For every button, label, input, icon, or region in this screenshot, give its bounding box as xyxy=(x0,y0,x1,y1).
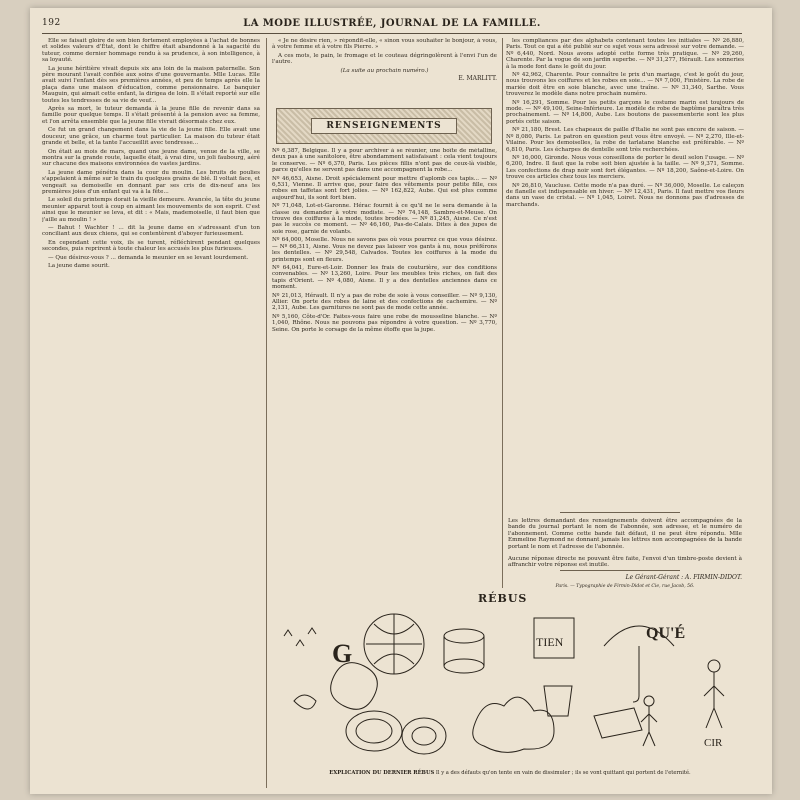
notice-text-2: Aucune réponse directe ne pouvant être faite, l'envoi d'un timbre-poste devient à affranchir votre réponse est inutile. xyxy=(508,556,742,569)
paragraph: Nº 64,041, Eure-et-Loir. Donner les frais de couturière, sur des conditions convenables. — Nº 13,260, Loire. Pour les meubles très riches, on fait des tapis d'Orient. — Nº 4,080, Aisne. Il y a des dentelles anciennes dans ce moment. xyxy=(272,264,497,291)
paragraph: — Que désirez-vous ? ... demanda le meunier en se levant lourdement. xyxy=(48,254,249,261)
renseignements-banner xyxy=(276,108,492,144)
notice-block xyxy=(508,518,742,575)
paragraph: Nº 26,810, Vaucluse. Cette mode n'a pas duré. — Nº 36,000, Moselle. Le caleçon de flanelle est indispensable en hiver. — Nº 12,431, Paris. Il faut mettre vos fleurs dans un vase de cristal. — Nº 1,045, Loiret. Nous ne donnons pas d'adresses de marchands. xyxy=(506,182,744,208)
bush-icon xyxy=(473,697,554,752)
rebus-word-cir: CIR xyxy=(704,737,723,749)
page-number: 192 xyxy=(42,18,61,28)
paragraph: « Je ne désire rien, » répondit-elle, « sinon vous souhaiter le bonjour, à vous, à votre femme et à votre fils Pierre. » xyxy=(272,38,497,51)
column-divider xyxy=(266,38,267,788)
paragraph: Nº 64,000, Moselle. Nous ne savons pas où vous pourrez ce que vous désirez. — Nº 66,311, Aisne. Vous ne devez pas laisser vos gants à nu, nous préférons les dentelles. — Nº 29,548, Calvados. Toutes les coiffures à la mode du printemps sont en fleurs. xyxy=(272,237,497,263)
hand-icon xyxy=(294,695,316,709)
wheel-icon xyxy=(346,711,402,751)
book-icon xyxy=(594,708,642,738)
column-divider xyxy=(502,38,503,588)
paragraph: Nº 46,653, Aisne. Droit spécialement pour mettre d'aplomb ces tapis... — Nº 6,531, Vienne. Il arrive que, pour faire des vêtements pour petite fille, ces robes en taffetas sont fort jolies. — Nº 162,822, Aube. Qui est plus comme aujourd'hui, ils sont fort bien. xyxy=(272,175,497,201)
bird-icon xyxy=(331,663,378,710)
birds-icon xyxy=(284,628,316,646)
paragraph: Nº 42,962, Charente. Pour connaître le prix d'un mariage, c'est le goût du jour, nous trouvons les coiffures et les robes en soie... — Nº 7,000, Finistère. La robe de mariée doit être en soie blanche, avec une traîne. — Nº 31,340, Sarthe. Vous trouverez le modèle dans notre prochain numéro. xyxy=(506,72,744,98)
rebus-word-tien: TIEN xyxy=(536,635,564,649)
column-1 xyxy=(42,38,260,788)
caption-text: Il y a des défauts qu'on tente en vain de dissimuler ; ils se vont quittant qui portent de l'eternité. xyxy=(435,770,691,776)
continued-note: (La suite au prochain numéro.) xyxy=(340,67,429,74)
notice-text: Les lettres demandant des renseignements doivent être accompagnées de la bande du journal portant le nom de l'abonnée, son adresse, et le numéro de l'abonnement. Comme cette bande fait défaut, il ne peut être répondu. Mlle Emmeline Raymond ne donnant jamais les lettres non accompagnées de la bande portant le nom et l'adresse de l'abonnée. xyxy=(508,518,742,550)
divider xyxy=(560,512,680,513)
rebus-illustration xyxy=(274,606,744,766)
printer-line: Paris. — Typographie de Firmin-Didot et Cie, rue Jacob, 56. xyxy=(555,584,695,589)
column-2-body xyxy=(272,148,497,588)
rebus-letter-g: G xyxy=(332,639,353,668)
drum-icon xyxy=(444,629,484,643)
paragraph: Nº 16,000, Gironde. Nous vous conseillons de porter le deuil selon l'usage. — Nº 6,200, Indre. Il faut que la robe soit bien ajustée à la taille. — Nº 9,371, Somme. Les confections de drap noir sont fort élégantes. — Nº 18,200, Saône-et-Loire. On trouve ces articles chez tous les merciers. xyxy=(506,154,744,181)
banner-title: RENSEIGNEMENTS xyxy=(311,118,456,134)
paragraph: Nº 5,160, Côte-d'Or. Faites-vous faire une robe de mousseline blanche. — Nº 1,040, Rhône. Nous ne pouvons pas répondre à votre question. — Nº 3,770, Seine. On porte le corsage de la même étoffe que la jupe. xyxy=(272,313,497,333)
paragraph: Nº 21,180, Brest. Les chapeaux de paille d'Italie ne sont pas encore de saison. — Nº 8,080, Paris. Le patron en question peut vous être envoyé. — Nº 2,270, Ille-et-Vilaine. Pour les demoiselles, la robe de tarlatane blanche est préférable. — Nº 6,810, Paris. Les écharpes de dentelle sont très recherchées. xyxy=(506,127,744,153)
caption-label: EXPLICATION DU DERNIER RÉBUS xyxy=(329,770,435,776)
paragraph: La jeune héritière vivait depuis six ans loin de la maison paternelle. Son père mourant l'avait confiée aux soins d'une gouvernante. Mlle Lucas. Elle avait suivi l'enfant dès ses premières années, et peu de temps après elle la plaça dans une maison d'éducation, comme pensionnaire. Le banquier Mauguin, qui aimait cette enfant, la dirigea de loin. Il s'était reporté sur elle toutes les tendresses de sa vie de veuf... xyxy=(42,65,260,104)
paragraph: Nº 6,387, Belgique. Il y a pour archiver à se réunier, une boîte de métalline, deux pas à une sanitolore, être abondamment satisfaisant : cela vient toujours le conserve. — Nº 6,370, Paris. Les pièces fillis n'ont pas de ceux-là visible, parce qu'elles ne servent pas dans une accompagnent la robe... xyxy=(272,148,497,174)
paragraph: A ces mots, le pain, le fromage et le couteau dégringolèrent à l'envi l'un de l'autre. xyxy=(272,52,497,66)
rebus-drawing xyxy=(274,606,744,766)
page-header xyxy=(42,18,742,34)
paragraph: Nº 21,013, Hérault. Il n'y a pas de robe de soie à vous conseiller. — Nº 9,130, Allier. On porte des robes de laine et des confections de cachemire. — Nº 2,131, Aube. Les garnitures ne sont pas de mode cette année. xyxy=(272,292,497,312)
rebus-caption xyxy=(280,770,740,776)
column-3 xyxy=(506,38,744,508)
author-signature: E. MARLITT. xyxy=(458,75,497,83)
paragraph: Nº 16,291, Somme. Pour les petits garçons le costume marin est toujours de mode. — Nº 49,100, Seine-Inférieure. Le modèle de robe de baptême paraîtra très prochainement. — Nº 14,800, Aube. Les boutons de passementerie sont les plus portés cette saison. xyxy=(506,99,744,125)
paragraph: Elle se faisait gloire de son bien fortement employées à l'achat de bonnes et solides valeurs d'État, dont le chiffre était abandonné à la sagacité du tuteur, comme dernier hommage rendu à sa prudence, à son intelligence, à sa loyauté. xyxy=(42,38,260,64)
paragraph: En cependant cette voix, ils se turent, réfléchirent pendant quelques secondes, puis reprirent à toute chaleur les accusés les plus furieuses. xyxy=(42,239,260,253)
paragraph: La jeune dame pénétra dans la cour du moulin. Les bruits de poulies s'appelaient à même sur le train du quelques grains de blé. Il voltait face, et vengeait sa demoiselle en donnant par ses cris de dix-neuf ans les premières joies d'un enfant qui va à la fête... xyxy=(42,169,260,195)
divider xyxy=(560,570,680,571)
paragraph: Ce fut un grand changement dans la vie de la jeune fille. Elle avait une douceur, une grâce, un charme tout particulier. La maison du tuteur était grande et belle, et la tante l'accueillit avec tendresse... xyxy=(42,127,260,147)
paragraph: La jeune dame sourit. xyxy=(48,263,110,269)
column-2-top xyxy=(272,38,497,106)
paragraph: les compliances par des alphabets contenant toutes les initiales — Nº 26,880, Paris. Tout ce qui a été publié sur ce sujet vous sera adressé sur votre demande. — Nº 6,440, Nord. Nous avons adopté cette forme très pratique. — Nº 29,260, Charente. Par la vogue de son jardin superbe. — Nº 31,277, Hérault. Les sonneries à la mode font dans le goût du jour. xyxy=(506,38,744,70)
journal-title: LA MODE ILLUSTRÉE, JOURNAL DE LA FAMILLE. xyxy=(243,18,541,29)
rebus-word-que: QU'É xyxy=(646,625,686,642)
jar-icon xyxy=(544,686,572,716)
rebus-title: RÉBUS xyxy=(478,592,528,605)
paragraph: Nº 71,048, Lot-et-Garonne. Hérac fournit à ce qu'il ne le sera demande à la classe ou demander à votre modiste. — Nº 74,148, Sambre-et-Meuse. On trouve des coiffures à la mode, toutes brodées. — Nº 81,245, Aisne. Ce n'est pas le succès ce moment. — Nº 46,160, Pas-de-Calais. Dites à des jupes de soie rose, garnie de volants. xyxy=(272,203,497,235)
paragraph: On était au mois de mars, quand une jeune dame, venue de la ville, se montra sur la grande route, laquelle était, à vrai dire, un joli faubourg, aéré sur chacune des maisons environnées de vastes jardins. xyxy=(42,148,260,168)
figure-icon xyxy=(708,660,720,672)
gerant-line: Le Gérant-Gérant : A. FIRMIN-DIDOT. xyxy=(625,574,742,581)
paragraph: Le soleil du printemps dorait la vieille demeure. Avancée, la tête du jeune meunier apparut tout à coup en aimant les mouvements de son esprit. C'est ainsi que le meunier se leva, et dit : « Mais, mademoiselle, il faut bien que j'aille au moulin ! » xyxy=(42,197,260,223)
paragraph: — Bahut ! Wachter ! ... dit la jeune dame en s'adressant d'un ton conciliant aux deux chiens, qui se contentèrent d'aboyer furieusement. xyxy=(42,224,260,238)
paragraph: Après sa mort, le tuteur demanda à la jeune fille de revenir dans sa famille pour quelque temps. Il s'était présenté à la pension avec sa femme, et l'on arrêta ensemble que la jeune fille vivrait désormais chez eux. xyxy=(42,106,260,125)
